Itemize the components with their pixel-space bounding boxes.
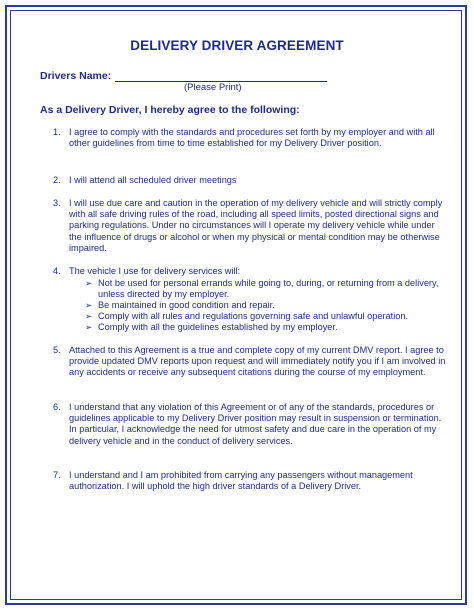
drivers-name-row (40, 70, 327, 82)
arrow-bullet-icon: ➢ (85, 300, 93, 310)
agreement-item-5 (53, 345, 448, 379)
item-text: Attached to this Agreement is a true and complete copy of my current DMV report. I agree to provide updated DMV reports upon request and will immediately notify you if I am involved in any accidents or receive any subsequent citations during the course of my employment. (69, 345, 446, 378)
item-text: I understand that any violation of this Agreement or of any of the standards, procedures or guidelines applicable to my Delivery Driver position may result in suspension or termination. In particular, I acknowledge the need for utmost safety and due care in the operation of my delivery vehicle and in the conduct of delivery services. (69, 402, 442, 446)
sub-item-text: Not be used for personal errands while going to, during, or returning from a delivery, unless directed by my employer. (98, 278, 439, 300)
vehicle-requirement-1 (85, 278, 445, 300)
item-text: I will attend all scheduled driver meetings (69, 175, 237, 185)
item-number: 4. (53, 266, 61, 276)
item-text: I understand and I am prohibited from carrying any passengers without management authorization. I will uphold the high driver standards of a Delivery Driver. (69, 470, 413, 492)
please-print-note: (Please Print) (184, 82, 242, 93)
sub-item-text: Be maintained in good condition and repair. (98, 300, 275, 310)
agreement-item-6 (53, 402, 448, 447)
item-text: I agree to comply with the standards and procedures set forth by my employer and with all other guidelines from time to time established for my Delivery Driver position. (69, 127, 435, 149)
sub-item-text: Comply with all rules and regulations governing safe and unlawful operation. (98, 311, 409, 321)
agreement-item-7 (53, 470, 448, 492)
item-number: 1. (53, 127, 61, 137)
intro-statement: As a Delivery Driver, I hereby agree to the following: (40, 104, 300, 116)
agreement-item-1 (53, 127, 448, 149)
agreement-item-4 (53, 266, 448, 277)
agreement-item-2 (53, 175, 448, 186)
vehicle-requirement-3 (85, 311, 445, 322)
arrow-bullet-icon: ➢ (85, 322, 93, 332)
item-number: 2. (53, 175, 61, 185)
document-title: DELIVERY DRIVER AGREEMENT (130, 38, 344, 53)
item-number: 7. (53, 470, 61, 480)
item-number: 6. (53, 402, 61, 412)
sub-item-text: Comply with all the guidelines established by my employer. (98, 322, 338, 332)
arrow-bullet-icon: ➢ (85, 311, 93, 321)
arrow-bullet-icon: ➢ (85, 278, 93, 288)
vehicle-requirement-2 (85, 300, 445, 311)
vehicle-requirement-4 (85, 322, 445, 333)
item-number: 3. (53, 198, 61, 208)
drivers-name-label: Drivers Name: (40, 70, 112, 82)
item-text: I will use due care and caution in the operation of my delivery vehicle and will strictly comply with all safe driving rules of the road, including all speed limits, posted directional signs and parking regulations. Under no circumstances will I operate my delivery vehicle while under the influence of drugs or alcohol or when my physical or mental condition may be otherwise impaired. (69, 198, 443, 253)
drivers-name-field[interactable] (115, 71, 327, 82)
item-number: 5. (53, 345, 61, 355)
item-text: The vehicle I use for delivery services will: (69, 266, 241, 276)
agreement-item-3 (53, 198, 448, 254)
